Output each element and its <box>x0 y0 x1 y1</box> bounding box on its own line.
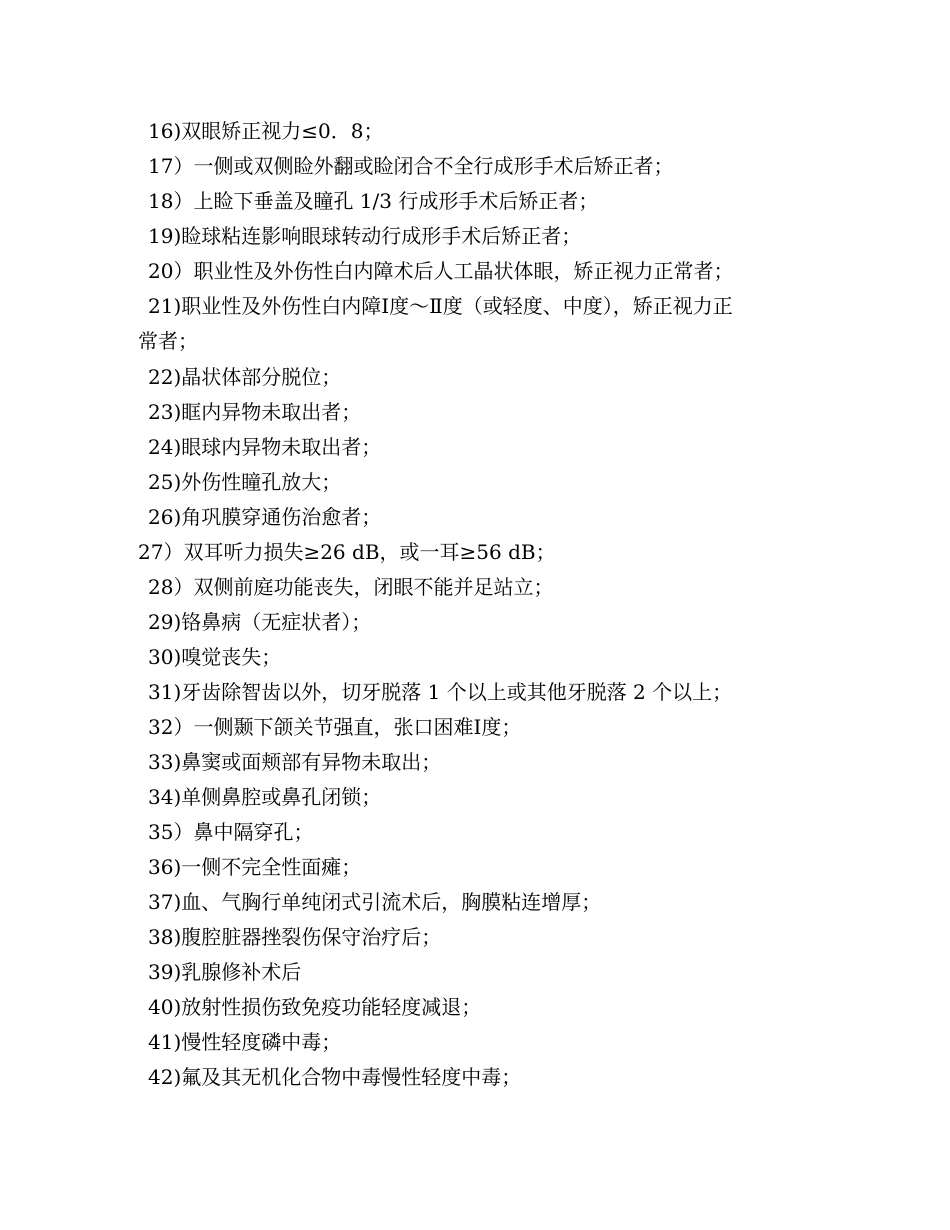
list-item-39: 39)乳腺修补术后 <box>148 960 302 984</box>
list-item-21: 21)职业性及外伤性白内障Ⅰ度～Ⅱ度（或轻度、中度），矫正视力正 <box>148 294 733 318</box>
list-item-31: 31)牙齿除智齿以外，切牙脱落 1 个以上或其他牙脱落 2 个以上； <box>148 680 733 704</box>
list-item-40: 40)放射性损伤致免疫功能轻度减退； <box>148 995 482 1019</box>
list-item-42: 42)氟及其无机化合物中毒慢性轻度中毒； <box>148 1065 522 1089</box>
list-item-26: 26)角巩膜穿通伤治愈者； <box>148 505 382 529</box>
list-item-22: 22)晶状体部分脱位； <box>148 365 342 389</box>
list-item-16: 16)双眼矫正视力≤0．8； <box>148 119 384 143</box>
list-item-25: 25)外伤性瞳孔放大； <box>148 470 342 494</box>
list-item-37: 37)血、气胸行单纯闭式引流术后，胸膜粘连增厚； <box>148 890 602 914</box>
list-item-28: 28）双侧前庭功能丧失，闭眼不能并足站立； <box>148 575 554 599</box>
list-item-38: 38)腹腔脏器挫裂伤保守治疗后； <box>148 925 442 949</box>
list-item-34: 34)单侧鼻腔或鼻孔闭锁； <box>148 785 382 809</box>
list-item-32: 32）一侧颞下颌关节强直，张口困难Ⅰ度； <box>148 715 522 739</box>
list-item-41: 41)慢性轻度磷中毒； <box>148 1030 342 1054</box>
list-item-24: 24)眼球内异物未取出者； <box>148 435 382 459</box>
list-item-18: 18）上睑下垂盖及瞳孔 1/3 行成形手术后矫正者； <box>148 189 599 213</box>
list-item-21-continuation: 常者； <box>138 329 198 353</box>
list-item-35: 35）鼻中隔穿孔； <box>148 820 314 844</box>
list-item-23: 23)眶内异物未取出者； <box>148 400 362 424</box>
list-item-33: 33)鼻窦或面颊部有异物未取出； <box>148 750 442 774</box>
list-item-29: 29)铬鼻病（无症状者）； <box>148 610 372 634</box>
list-item-36: 36)一侧不完全性面瘫； <box>148 855 362 879</box>
list-item-27: 27）双耳听力损失≥26 dB，或一耳≥56 dB； <box>138 540 556 564</box>
list-item-19: 19)睑球粘连影响眼球转动行成形手术后矫正者； <box>148 224 582 248</box>
list-item-17: 17）一侧或双侧睑外翻或睑闭合不全行成形手术后矫正者； <box>148 154 674 178</box>
list-item-20: 20）职业性及外伤性白内障术后人工晶状体眼，矫正视力正常者； <box>148 259 734 283</box>
list-item-30: 30)嗅觉丧失； <box>148 645 282 669</box>
